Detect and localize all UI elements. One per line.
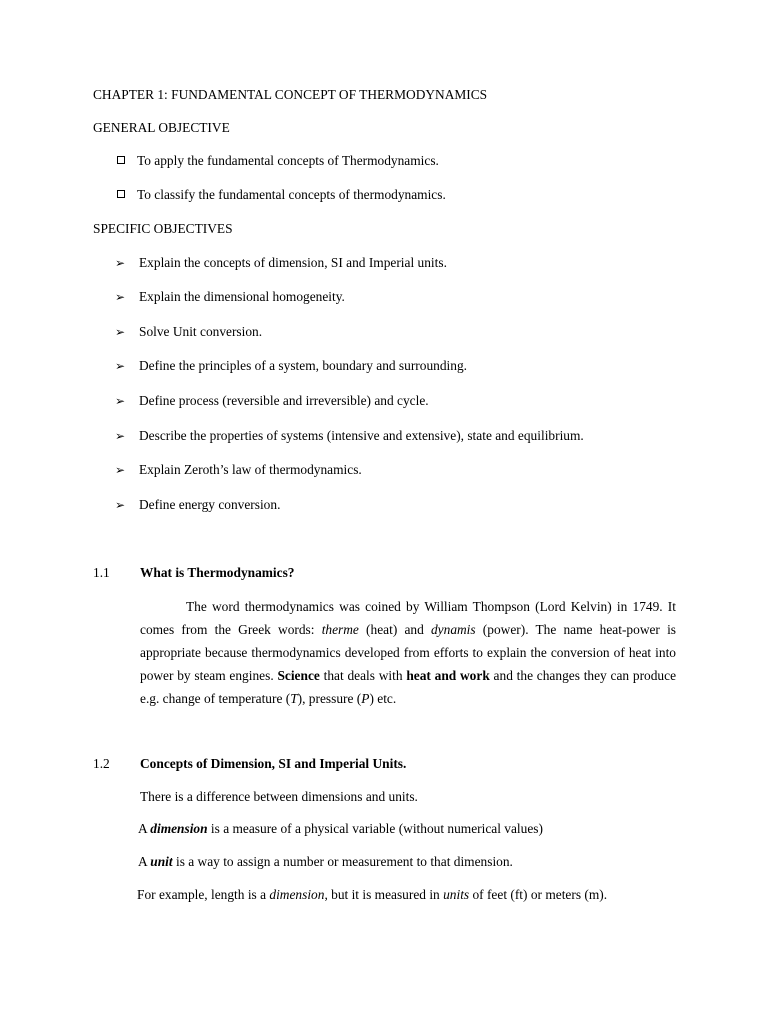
italic-term: dimension — [269, 887, 325, 902]
greek-term: dynamis — [430, 622, 476, 637]
arrow-bullet-icon: ➢ — [115, 325, 126, 339]
general-objective-text: To classify the fundamental concepts of thermodynamics. — [137, 187, 446, 202]
specific-objective-item — [115, 428, 584, 444]
section-number: 1.2 — [93, 756, 110, 771]
arrow-bullet-icon: ➢ — [115, 498, 126, 512]
line-text: For example, length is a — [137, 887, 270, 902]
paragraph-text: that deals with — [319, 668, 407, 683]
line-text: , but it is measured in — [324, 887, 444, 902]
emphasis-text: heat and work — [406, 668, 490, 683]
specific-objective-item — [115, 289, 345, 305]
general-objective-text: To apply the fundamental concepts of Thermodynamics. — [137, 153, 439, 168]
specific-objective-item — [115, 255, 447, 271]
specific-objective-text: Define the principles of a system, boundary and surrounding. — [139, 358, 467, 373]
arrow-bullet-icon: ➢ — [115, 359, 126, 373]
section-number: 1.1 — [93, 565, 110, 580]
general-objective-heading: GENERAL OBJECTIVE — [93, 120, 230, 135]
specific-objective-text: Explain the dimensional homogeneity. — [139, 289, 345, 304]
checkbox-bullet-icon — [117, 190, 125, 198]
paragraph-text: The word thermodynamics was coined by William Thompson (Lord Kelvin) in 1749. It comes from the Greek words: — [140, 599, 676, 637]
specific-objective-item — [115, 497, 280, 513]
general-objective-item — [117, 187, 446, 203]
section-line: There is a difference between dimensions and units. — [140, 789, 418, 804]
line-text: A — [138, 821, 151, 836]
arrow-bullet-icon: ➢ — [115, 256, 126, 270]
paragraph-text: ) etc. — [369, 691, 397, 706]
arrow-bullet-icon: ➢ — [115, 290, 126, 304]
section-line — [138, 854, 513, 870]
specific-objective-text: Solve Unit conversion. — [139, 324, 263, 339]
general-objective-item — [117, 153, 439, 169]
italic-term: units — [443, 887, 470, 902]
specific-objective-text: Describe the properties of systems (intensive and extensive), state and equilibrium. — [139, 428, 584, 443]
paragraph-text: ), pressure ( — [297, 691, 362, 706]
specific-objective-item — [115, 393, 429, 409]
symbol-text: T — [290, 691, 298, 706]
specific-objective-item — [115, 462, 362, 478]
emphasis-text: Science — [277, 668, 320, 683]
section-title: Concepts of Dimension, SI and Imperial Units. — [140, 756, 407, 771]
paragraph-text: and the changes they can produce e.g. change of temperature ( — [140, 668, 677, 706]
specific-objective-text: Explain the concepts of dimension, SI and Imperial units. — [139, 255, 447, 270]
specific-objective-item — [115, 324, 262, 340]
arrow-bullet-icon: ➢ — [115, 394, 126, 408]
line-text: is a way to assign a number or measurement to that dimension. — [172, 854, 513, 869]
checkbox-bullet-icon — [117, 156, 125, 164]
specific-objective-text: Explain Zeroth’s law of thermodynamics. — [139, 462, 362, 477]
line-text: A — [138, 854, 151, 869]
chapter-title: CHAPTER 1: FUNDAMENTAL CONCEPT OF THERMODYNAMICS — [93, 87, 488, 102]
arrow-bullet-icon: ➢ — [115, 429, 126, 443]
arrow-bullet-icon: ➢ — [115, 463, 126, 477]
section-line — [138, 821, 543, 837]
specific-objectives-heading: SPECIFIC OBJECTIVES — [93, 221, 233, 236]
specific-objective-text: Define energy conversion. — [139, 497, 281, 512]
symbol-text: P — [361, 691, 370, 706]
line-text: is a measure of a physical variable (without numerical values) — [207, 821, 543, 836]
line-text: of feet (ft) or meters (m). — [469, 887, 608, 902]
section-line — [137, 887, 607, 903]
section-paragraph — [140, 595, 676, 710]
specific-objective-item — [115, 358, 467, 374]
paragraph-text: (power). The name heat-power is appropriate because thermodynamics developed from efforts to explain the conversion of heat into power by steam engines. — [140, 622, 677, 683]
section-title: What is Thermodynamics? — [140, 565, 295, 580]
defined-term: dimension — [150, 821, 208, 836]
defined-term: unit — [150, 854, 173, 869]
greek-term: therme — [321, 622, 359, 637]
specific-objective-text: Define process (reversible and irreversible) and cycle. — [139, 393, 429, 408]
paragraph-text: (heat) and — [358, 622, 431, 637]
